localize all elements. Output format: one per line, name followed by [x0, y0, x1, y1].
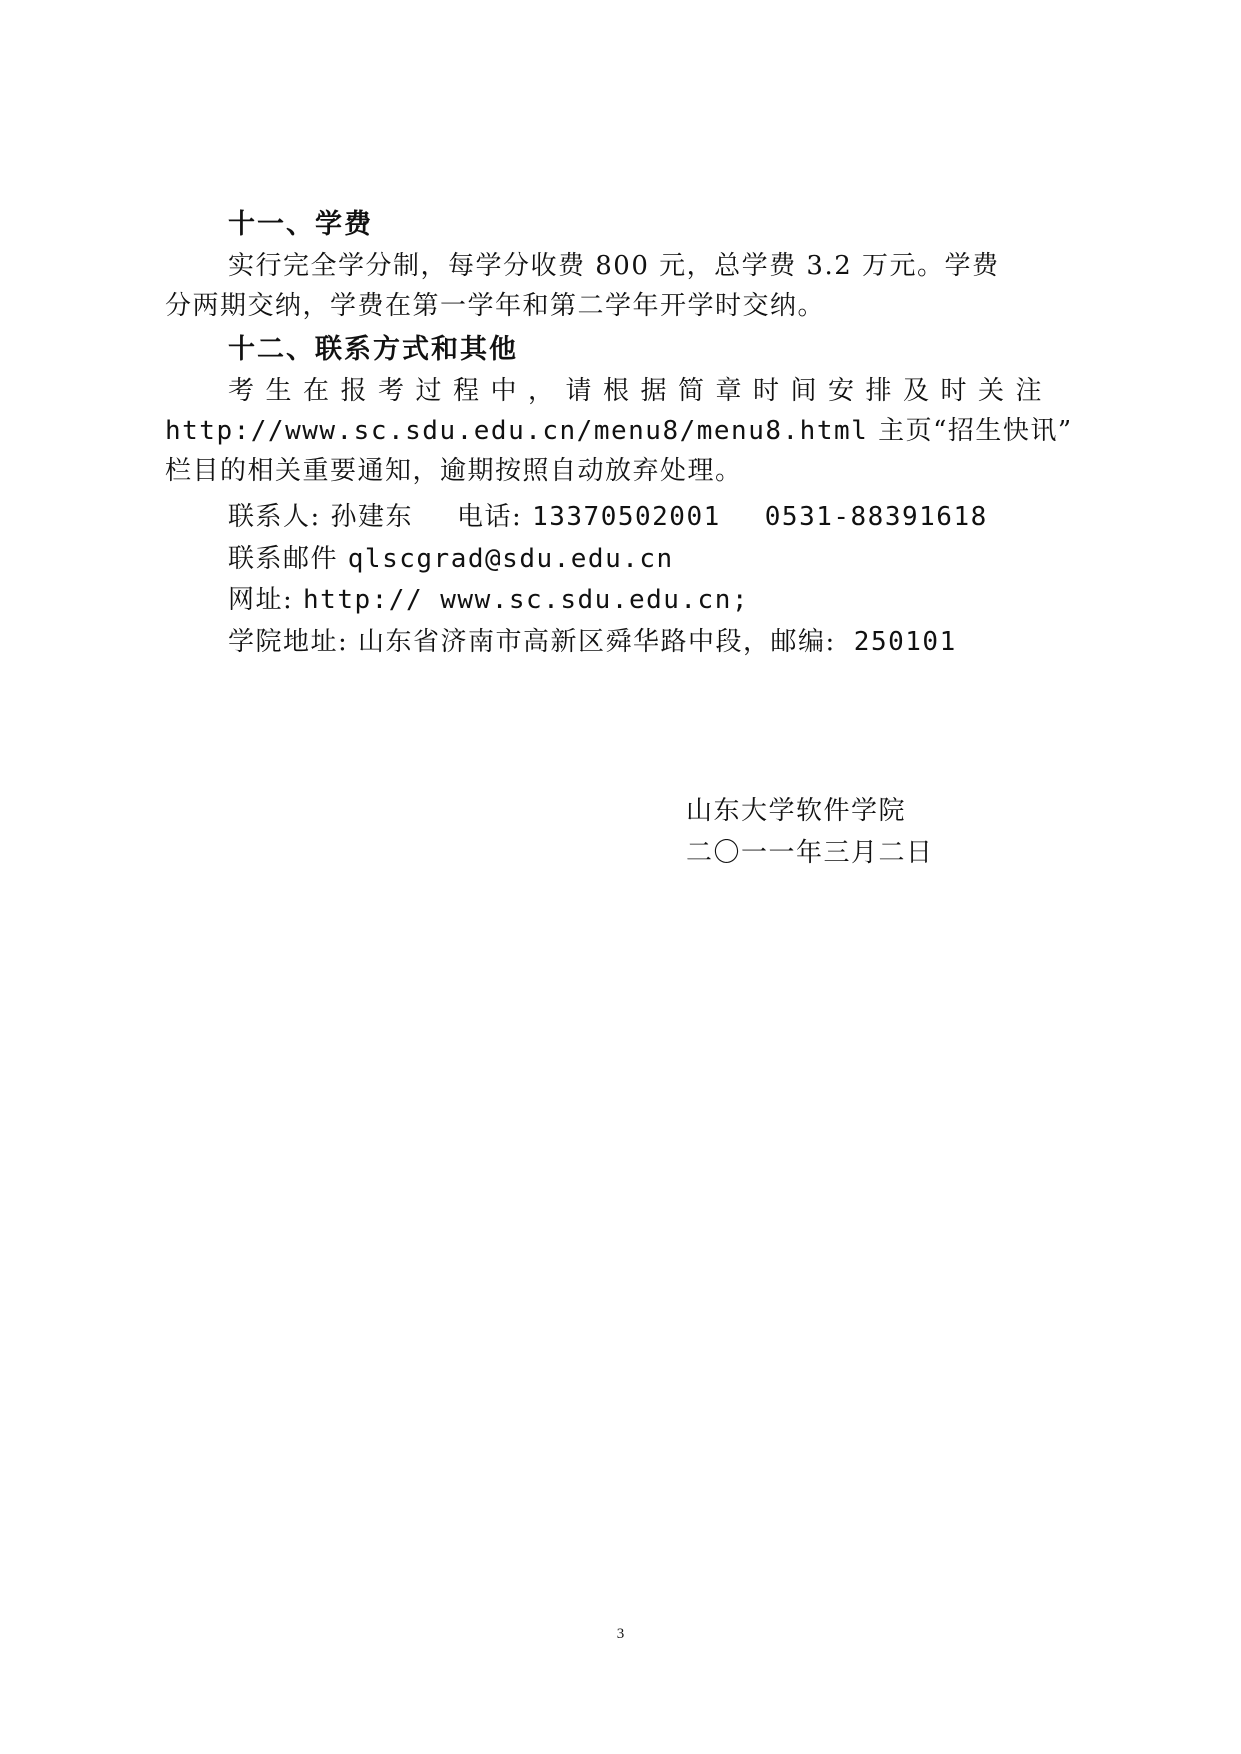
announcement-url: http://www.sc.sdu.edu.cn/menu8/menu8.html [165, 416, 869, 446]
phone-label: 电话: [457, 502, 523, 532]
address-text: 山东省济南市高新区舜华路中段，邮编: [358, 627, 836, 657]
signature-date: 二〇一一年三月二日 [686, 838, 934, 868]
phone-mobile: 13370502001 [532, 502, 721, 532]
contact-person: 孙建东 [330, 502, 414, 532]
contact-person-label: 联系人: [228, 502, 321, 532]
website-url: http:// www.sc.sdu.edu.cn; [303, 585, 750, 615]
section-11-heading: 十一、学费 [228, 209, 373, 240]
email-line [228, 539, 674, 579]
email-label: 联系邮件 [228, 544, 339, 574]
section-12-paragraph-line-2 [165, 411, 1073, 451]
address-line [228, 622, 957, 662]
section-11-paragraph-line-2: 分两期交纳，学费在第一学年和第二学年开学时交纳。 [165, 291, 826, 321]
section-12-heading: 十二、联系方式和其他 [228, 334, 518, 365]
contact-line [228, 497, 988, 537]
postcode: 250101 [853, 627, 957, 657]
section-12-paragraph-line-1: 考生在报考过程中，请根据简章时间安排及时关注 [228, 376, 1054, 406]
section-12-paragraph-line-3: 栏目的相关重要通知，逾期按照自动放弃处理。 [165, 456, 743, 486]
announcement-url-suffix: 主页“招生快讯” [878, 416, 1073, 446]
website-label: 网址: [228, 585, 294, 615]
section-11-paragraph-line-1: 实行完全学分制，每学分收费 800 元，总学费 3.2 万元。学费 [228, 251, 1000, 281]
email-address: qlscgrad@sdu.edu.cn [347, 544, 674, 574]
website-line [228, 580, 749, 620]
page-number: 3 [616, 1626, 625, 1642]
address-label: 学院地址: [228, 627, 349, 657]
signature-organization: 山东大学软件学院 [686, 796, 907, 826]
phone-office: 0531-88391618 [764, 502, 988, 532]
